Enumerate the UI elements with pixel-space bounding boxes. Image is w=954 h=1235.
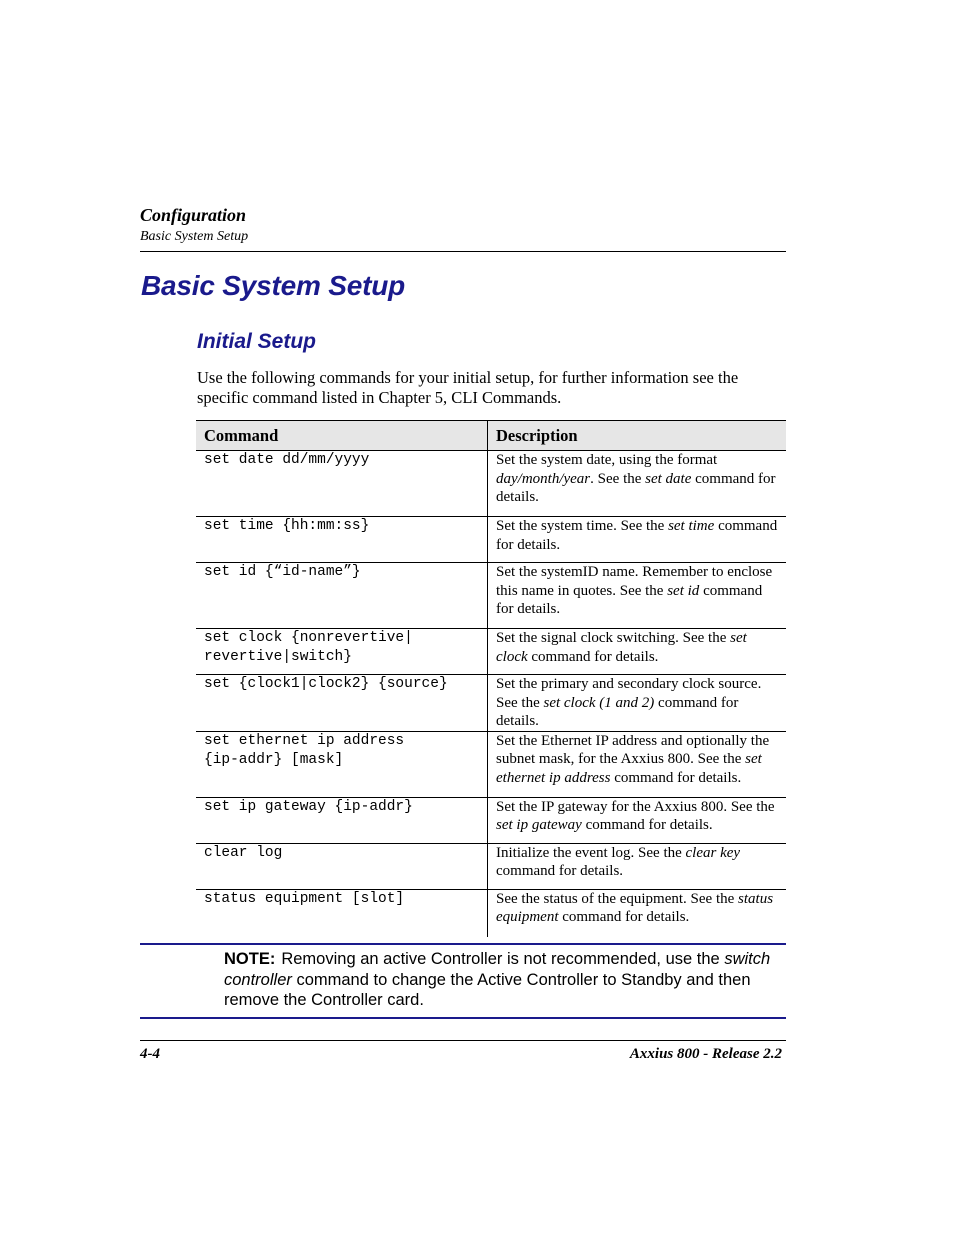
running-header-chapter: Configuration	[140, 205, 247, 225]
command-cell: set clock {nonrevertive| revertive|switch}	[196, 629, 488, 675]
command-cell: set id {“id-name”}	[196, 563, 488, 629]
note-top-rule	[140, 943, 786, 945]
command-cell: set {clock1|clock2} {source}	[196, 675, 488, 732]
italic-command-ref: status equipment	[496, 890, 774, 925]
text-run: command for details.	[496, 518, 778, 553]
table-row	[196, 451, 786, 517]
text-run: command for details.	[496, 863, 624, 879]
italic-command-ref: set clock	[496, 630, 747, 665]
description-cell	[488, 731, 787, 797]
italic-command-ref: set clock (1 and 2)	[543, 694, 655, 711]
command-cell: clear log	[196, 843, 488, 889]
text-run: . See the	[590, 470, 646, 487]
table-row	[196, 843, 786, 889]
command-cell: set ip gateway {ip-addr}	[196, 797, 488, 843]
description-cell	[488, 675, 787, 732]
italic-command-ref: set time	[668, 518, 715, 534]
description-cell	[488, 843, 787, 889]
description-cell	[488, 563, 787, 629]
column-header-command: Command	[196, 421, 488, 451]
italic-command-ref: set ethernet ip address	[496, 751, 762, 786]
section-heading: Initial Setup	[197, 330, 317, 353]
description-cell	[488, 629, 787, 675]
text-run: command for details.	[496, 470, 776, 505]
text-run: Set the system date, using the format	[496, 452, 718, 468]
text-run: command to change the Active Controller to Standby and then remove the Controller card.	[224, 970, 751, 1009]
command-table	[196, 420, 786, 937]
header-rule	[140, 251, 786, 252]
italic-command-ref: switch controller	[224, 950, 771, 989]
command-cell: set ethernet ip address {ip-addr} [mask]	[196, 731, 488, 797]
text-run: command for details.	[527, 648, 659, 665]
description-cell	[488, 889, 787, 937]
command-cell: set time {hh:mm:ss}	[196, 517, 488, 563]
text-run: Initialize the event log. See the	[496, 844, 686, 861]
table-row	[196, 629, 786, 675]
italic-command-ref: set id	[667, 582, 700, 599]
text-run: command for details.	[610, 769, 742, 786]
table-header-row	[196, 421, 786, 451]
footer-product: Axxius 800 - Release 2.2	[629, 1046, 782, 1062]
text-run: See the status of the equipment. See the	[496, 890, 739, 907]
text-run: Set the systemID name. Remember to enclose this name in quotes. See the	[496, 564, 773, 599]
table-row	[196, 889, 786, 937]
intro-paragraph: Use the following commands for your initial setup, for further information see the specific command listed in Chapter 5, CLI Commands.	[197, 368, 739, 407]
text-run: command for details.	[496, 694, 739, 729]
command-cell: status equipment [slot]	[196, 889, 488, 937]
text-run: Set the IP gateway for the Axxius 800. See the	[496, 798, 775, 815]
table-body	[196, 451, 786, 938]
description-cell	[488, 797, 787, 843]
text-run: Removing an active Controller is not recommended, use the	[281, 950, 725, 968]
text-run: Set the signal clock switching. See the	[496, 630, 731, 646]
text-run: command for details.	[581, 817, 713, 833]
text-run: Set the primary and secondary clock source. See the	[496, 676, 762, 711]
table-row	[196, 517, 786, 563]
note-box	[224, 949, 786, 1011]
note-text	[224, 950, 770, 1009]
table-row	[196, 675, 786, 732]
running-header-section: Basic System Setup	[140, 229, 249, 244]
page-number: 4-4	[140, 1046, 160, 1062]
table-row	[196, 731, 786, 797]
italic-command-ref: set date	[645, 470, 692, 487]
footer-rule	[140, 1040, 786, 1041]
description-cell	[488, 451, 787, 517]
table-row	[196, 563, 786, 629]
italic-command-ref: day/month/year	[496, 470, 591, 487]
italic-command-ref: set ip gateway	[496, 817, 582, 833]
note-label: NOTE:	[224, 950, 276, 968]
text-run: Set the Ethernet IP address and optionally the subnet mask, for the Axxius 800. See the	[496, 732, 770, 767]
command-cell: set date dd/mm/yyyy	[196, 451, 488, 517]
page-title: Basic System Setup	[141, 270, 406, 301]
note-bottom-rule	[140, 1017, 786, 1019]
description-cell	[488, 517, 787, 563]
table-row	[196, 797, 786, 843]
column-header-description: Description	[488, 421, 787, 451]
text-run: Set the system time. See the	[496, 518, 669, 534]
text-run: command for details.	[496, 582, 763, 617]
italic-command-ref: clear key	[685, 844, 741, 861]
text-run: command for details.	[558, 909, 690, 925]
